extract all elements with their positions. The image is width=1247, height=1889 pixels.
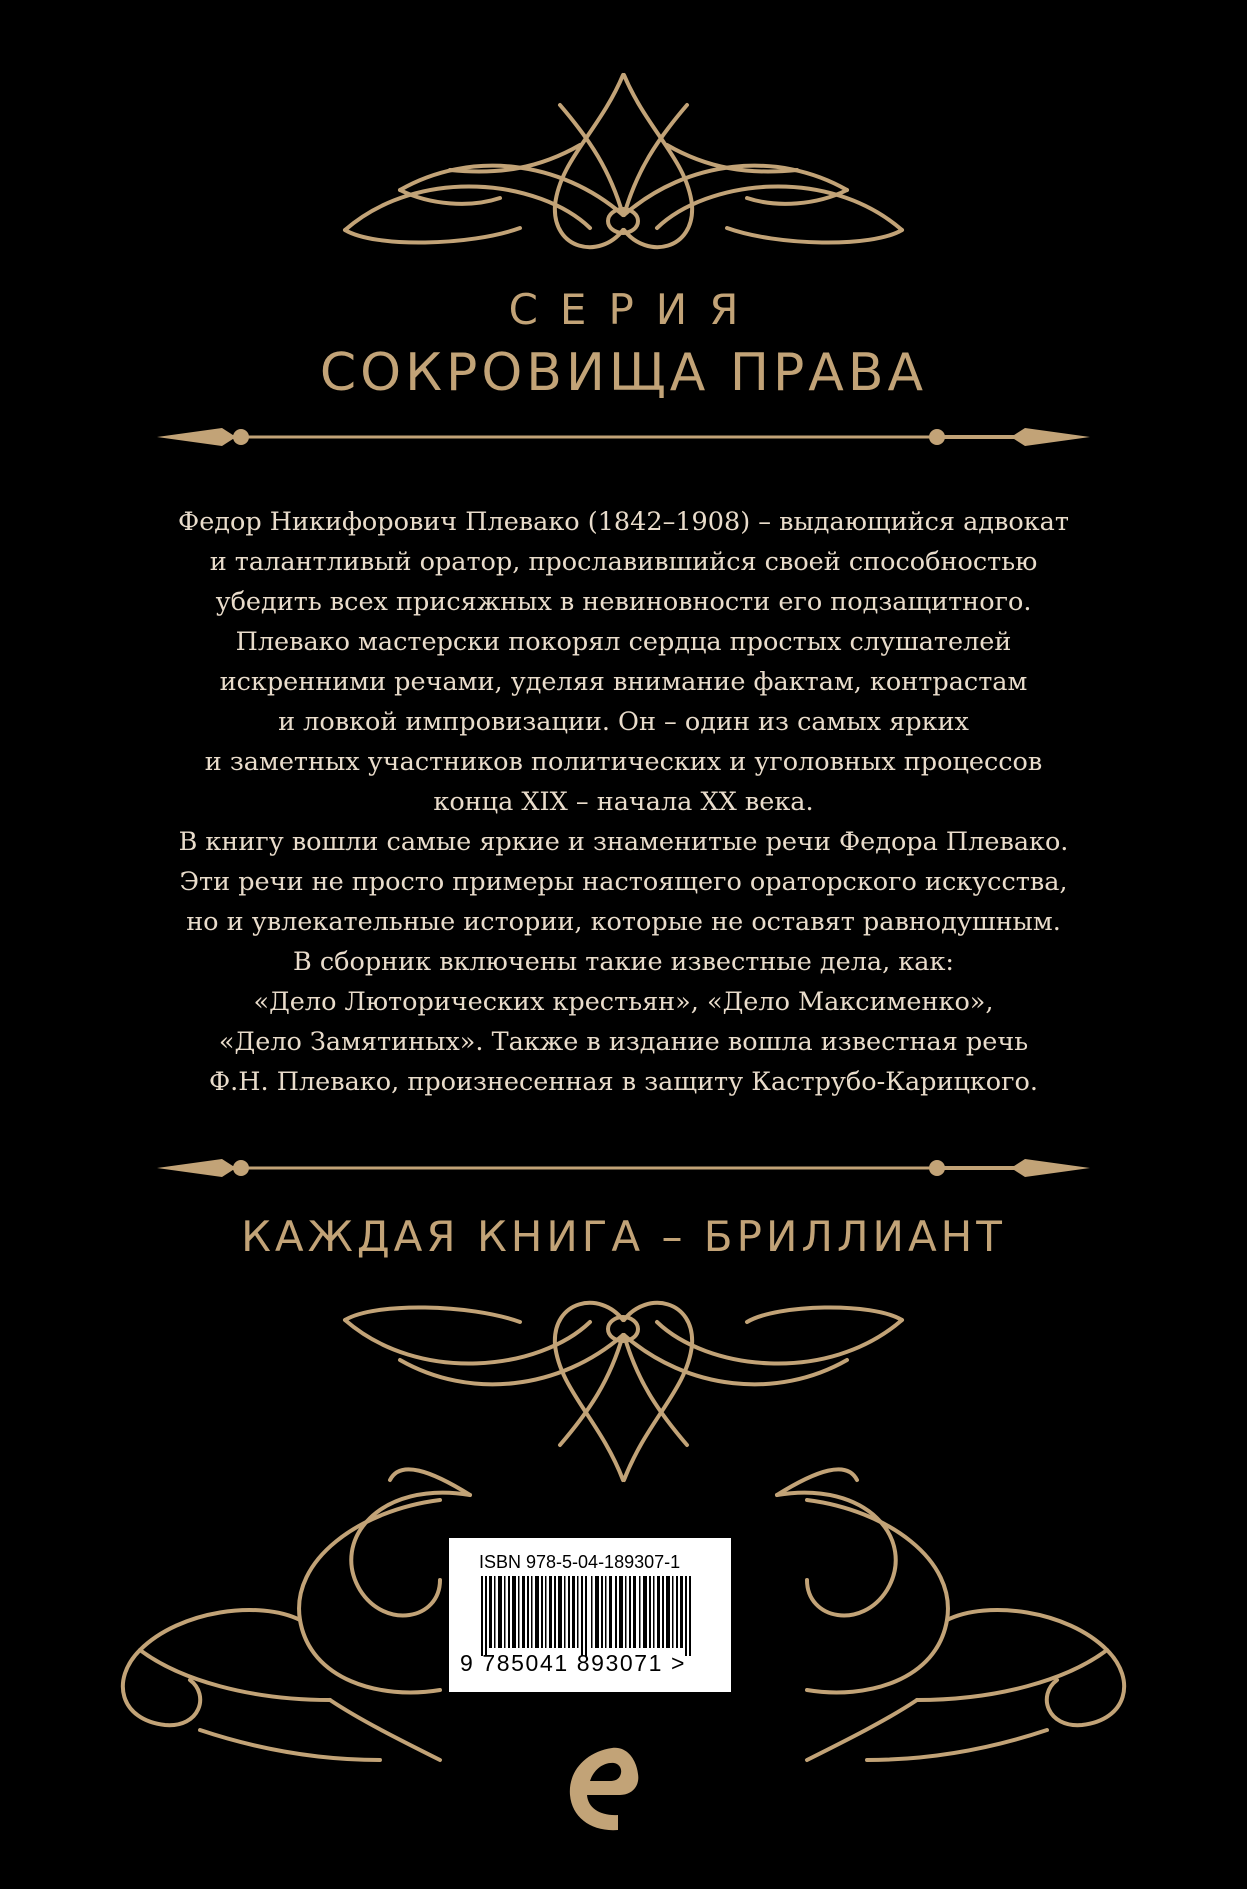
description-line: Ф.Н. Плевако, произнесенная в защиту Каструбо-Карицкого. (209, 1067, 1038, 1097)
description-line: «Дело Люторических крестьян», «Дело Максименко», (253, 987, 994, 1017)
series-label: СЕРИЯ (508, 285, 761, 334)
description-line: Федор Никифорович Плевако (1842–1908) – выдающийся адвокат (178, 507, 1069, 537)
description-line: искренними речами, уделяя внимание фактам, контрастам (219, 667, 1028, 697)
description-line: В сборник включены такие известные дела, как: (293, 947, 954, 977)
ean-digits: 9 785041 893071 > (460, 1650, 687, 1676)
description-line: «Дело Замятиных». Также в издание вошла известная речь (218, 1027, 1029, 1057)
description-line: и талантливый оратор, прославившийся своей способностью (209, 547, 1038, 577)
series-title: СОКРОВИЩА ПРАВА (319, 343, 928, 403)
barcode-bars (481, 1576, 701, 1656)
isbn-text: ISBN 978-5-04-189307-1 (479, 1552, 681, 1572)
description-line: конца XIX – начала XX века. (433, 787, 814, 817)
description-line: убедить всех присяжных в невиновности его подзащитного. (215, 587, 1032, 617)
tagline: КАЖДАЯ КНИГА – БРИЛЛИАНТ (241, 1212, 1006, 1261)
description-line: Эти речи не просто примеры настоящего ораторского искусства, (179, 867, 1068, 897)
description-line: но и увлекательные истории, которые не оставят равнодушным. (186, 907, 1061, 937)
description-line: и заметных участников политических и уголовных процессов (204, 747, 1043, 777)
isbn-barcode (449, 1538, 731, 1692)
description-line: Плевако мастерски покорял сердца простых слушателей (235, 627, 1012, 657)
description-line: В книгу вошли самые яркие и знаменитые речи Федора Плевако. (178, 827, 1069, 857)
description-line: и ловкой импровизации. Он – один из самых ярких (278, 707, 969, 737)
